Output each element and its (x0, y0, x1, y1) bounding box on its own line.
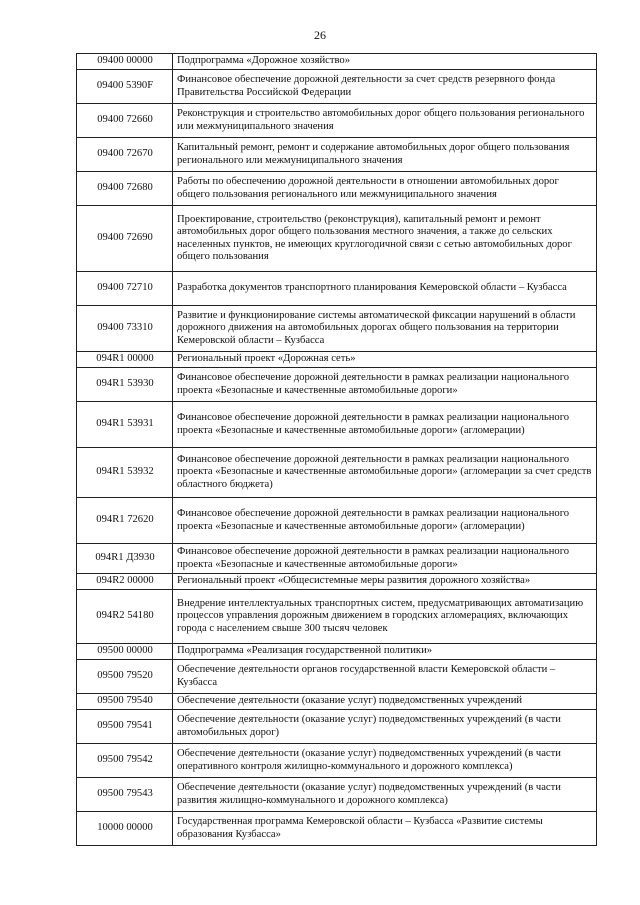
table-row (77, 70, 597, 104)
table-row (77, 744, 597, 778)
row-name: Работы по обеспечению дорожной деятельности в отношении автомобильных дорог общего пользования регионального или межмуниципального значения (173, 172, 597, 206)
row-code: 09400 72670 (77, 138, 173, 172)
row-code: 09400 72660 (77, 104, 173, 138)
row-name: Обеспечение деятельности (оказание услуг) подведомственных учреждений (в части оперативного контроля жилищно-коммунального и дорожного комплекса) (173, 744, 597, 778)
table-row (77, 448, 597, 498)
table-row (77, 812, 597, 846)
table-row (77, 660, 597, 694)
row-code: 09400 5390F (77, 70, 173, 104)
row-name: Обеспечение деятельности (оказание услуг) подведомственных учреждений (173, 694, 597, 710)
table-row (77, 498, 597, 544)
row-name: Финансовое обеспечение дорожной деятельности в рамках реализации национального проекта «Безопасные и качественные автомобильные дороги» (173, 544, 597, 574)
row-name: Региональный проект «Общесистемные меры развития дорожного хозяйства» (173, 574, 597, 590)
row-code: 09500 79540 (77, 694, 173, 710)
row-name: Подпрограмма «Дорожное хозяйство» (173, 54, 597, 70)
table-row (77, 590, 597, 644)
row-code: 09500 79541 (77, 710, 173, 744)
row-name: Внедрение интеллектуальных транспортных систем, предусматривающих автоматизацию процессов управления дорожным движением в городских агломерациях, включающих города с населением свыше 300 тысяч человек (173, 590, 597, 644)
row-code: 094R1 72620 (77, 498, 173, 544)
row-code: 09500 79520 (77, 660, 173, 694)
table-row (77, 352, 597, 368)
row-code: 094R1 53932 (77, 448, 173, 498)
table-row (77, 272, 597, 306)
table-row (77, 172, 597, 206)
table-row (77, 306, 597, 352)
row-name: Обеспечение деятельности (оказание услуг) подведомственных учреждений (в части развития жилищно-коммунального и дорожного комплекса) (173, 778, 597, 812)
row-name: Обеспечение деятельности органов государственной власти Кемеровской области – Кузбасса (173, 660, 597, 694)
row-name: Региональный проект «Дорожная сеть» (173, 352, 597, 368)
budget-classification-table (76, 53, 597, 846)
row-name: Финансовое обеспечение дорожной деятельности в рамках реализации национального проекта «Безопасные и качественные автомобильные дороги» (агломерации) (173, 498, 597, 544)
table-row (77, 54, 597, 70)
row-code: 09500 79542 (77, 744, 173, 778)
row-code: 094R1 53930 (77, 368, 173, 402)
row-code: 094R2 00000 (77, 574, 173, 590)
row-name: Государственная программа Кемеровской области – Кузбасса «Развитие системы образования Кузбасса» (173, 812, 597, 846)
row-code: 09400 72710 (77, 272, 173, 306)
table-row (77, 574, 597, 590)
row-name: Финансовое обеспечение дорожной деятельности в рамках реализации национального проекта «Безопасные и качественные автомобильные дороги» (агломерации) (173, 402, 597, 448)
row-name: Финансовое обеспечение дорожной деятельности за счет средств резервного фонда Правительства Российской Федерации (173, 70, 597, 104)
row-code: 094R1 Д3930 (77, 544, 173, 574)
row-code: 09400 72690 (77, 206, 173, 272)
table-row (77, 778, 597, 812)
row-name: Развитие и функционирование системы автоматической фиксации нарушений в области дорожного движения на автомобильных дорогах общего пользования на территории Кемеровской области – Кузбасса (173, 306, 597, 352)
row-code: 10000 00000 (77, 812, 173, 846)
table-row (77, 694, 597, 710)
row-name: Подпрограмма «Реализация государственной политики» (173, 644, 597, 660)
row-name: Финансовое обеспечение дорожной деятельности в рамках реализации национального проекта «Безопасные и качественные автомобильные дороги» (173, 368, 597, 402)
table-row (77, 104, 597, 138)
table-row (77, 402, 597, 448)
row-name: Реконструкция и строительство автомобильных дорог общего пользования регионального или межмуниципального значения (173, 104, 597, 138)
table-row (77, 206, 597, 272)
table-row (77, 368, 597, 402)
row-code: 09500 79543 (77, 778, 173, 812)
row-name: Финансовое обеспечение дорожной деятельности в рамках реализации национального проекта «Безопасные и качественные автомобильные дороги» (агломерации за счет средств областного бюджета) (173, 448, 597, 498)
row-code: 09400 72680 (77, 172, 173, 206)
row-code: 094R1 53931 (77, 402, 173, 448)
row-name: Обеспечение деятельности (оказание услуг) подведомственных учреждений (в части автомобильных дорог) (173, 710, 597, 744)
table-row (77, 644, 597, 660)
row-code: 094R2 54180 (77, 590, 173, 644)
row-code: 09400 00000 (77, 54, 173, 70)
row-code: 094R1 00000 (77, 352, 173, 368)
row-name: Капитальный ремонт, ремонт и содержание автомобильных дорог общего пользования регионального или межмуниципального значения (173, 138, 597, 172)
row-name: Проектирование, строительство (реконструкция), капитальный ремонт и ремонт автомобильных дорог общего пользования местного значения, а также до сельских населенных пунктов, не имеющих круглогодичной связи с сетью автомобильных дорог общего пользования (173, 206, 597, 272)
row-code: 09500 00000 (77, 644, 173, 660)
row-code: 09400 73310 (77, 306, 173, 352)
table-row (77, 710, 597, 744)
row-name: Разработка документов транспортного планирования Кемеровской области – Кузбасса (173, 272, 597, 306)
table-row (77, 138, 597, 172)
page-number: 26 (314, 28, 326, 42)
table-row (77, 544, 597, 574)
